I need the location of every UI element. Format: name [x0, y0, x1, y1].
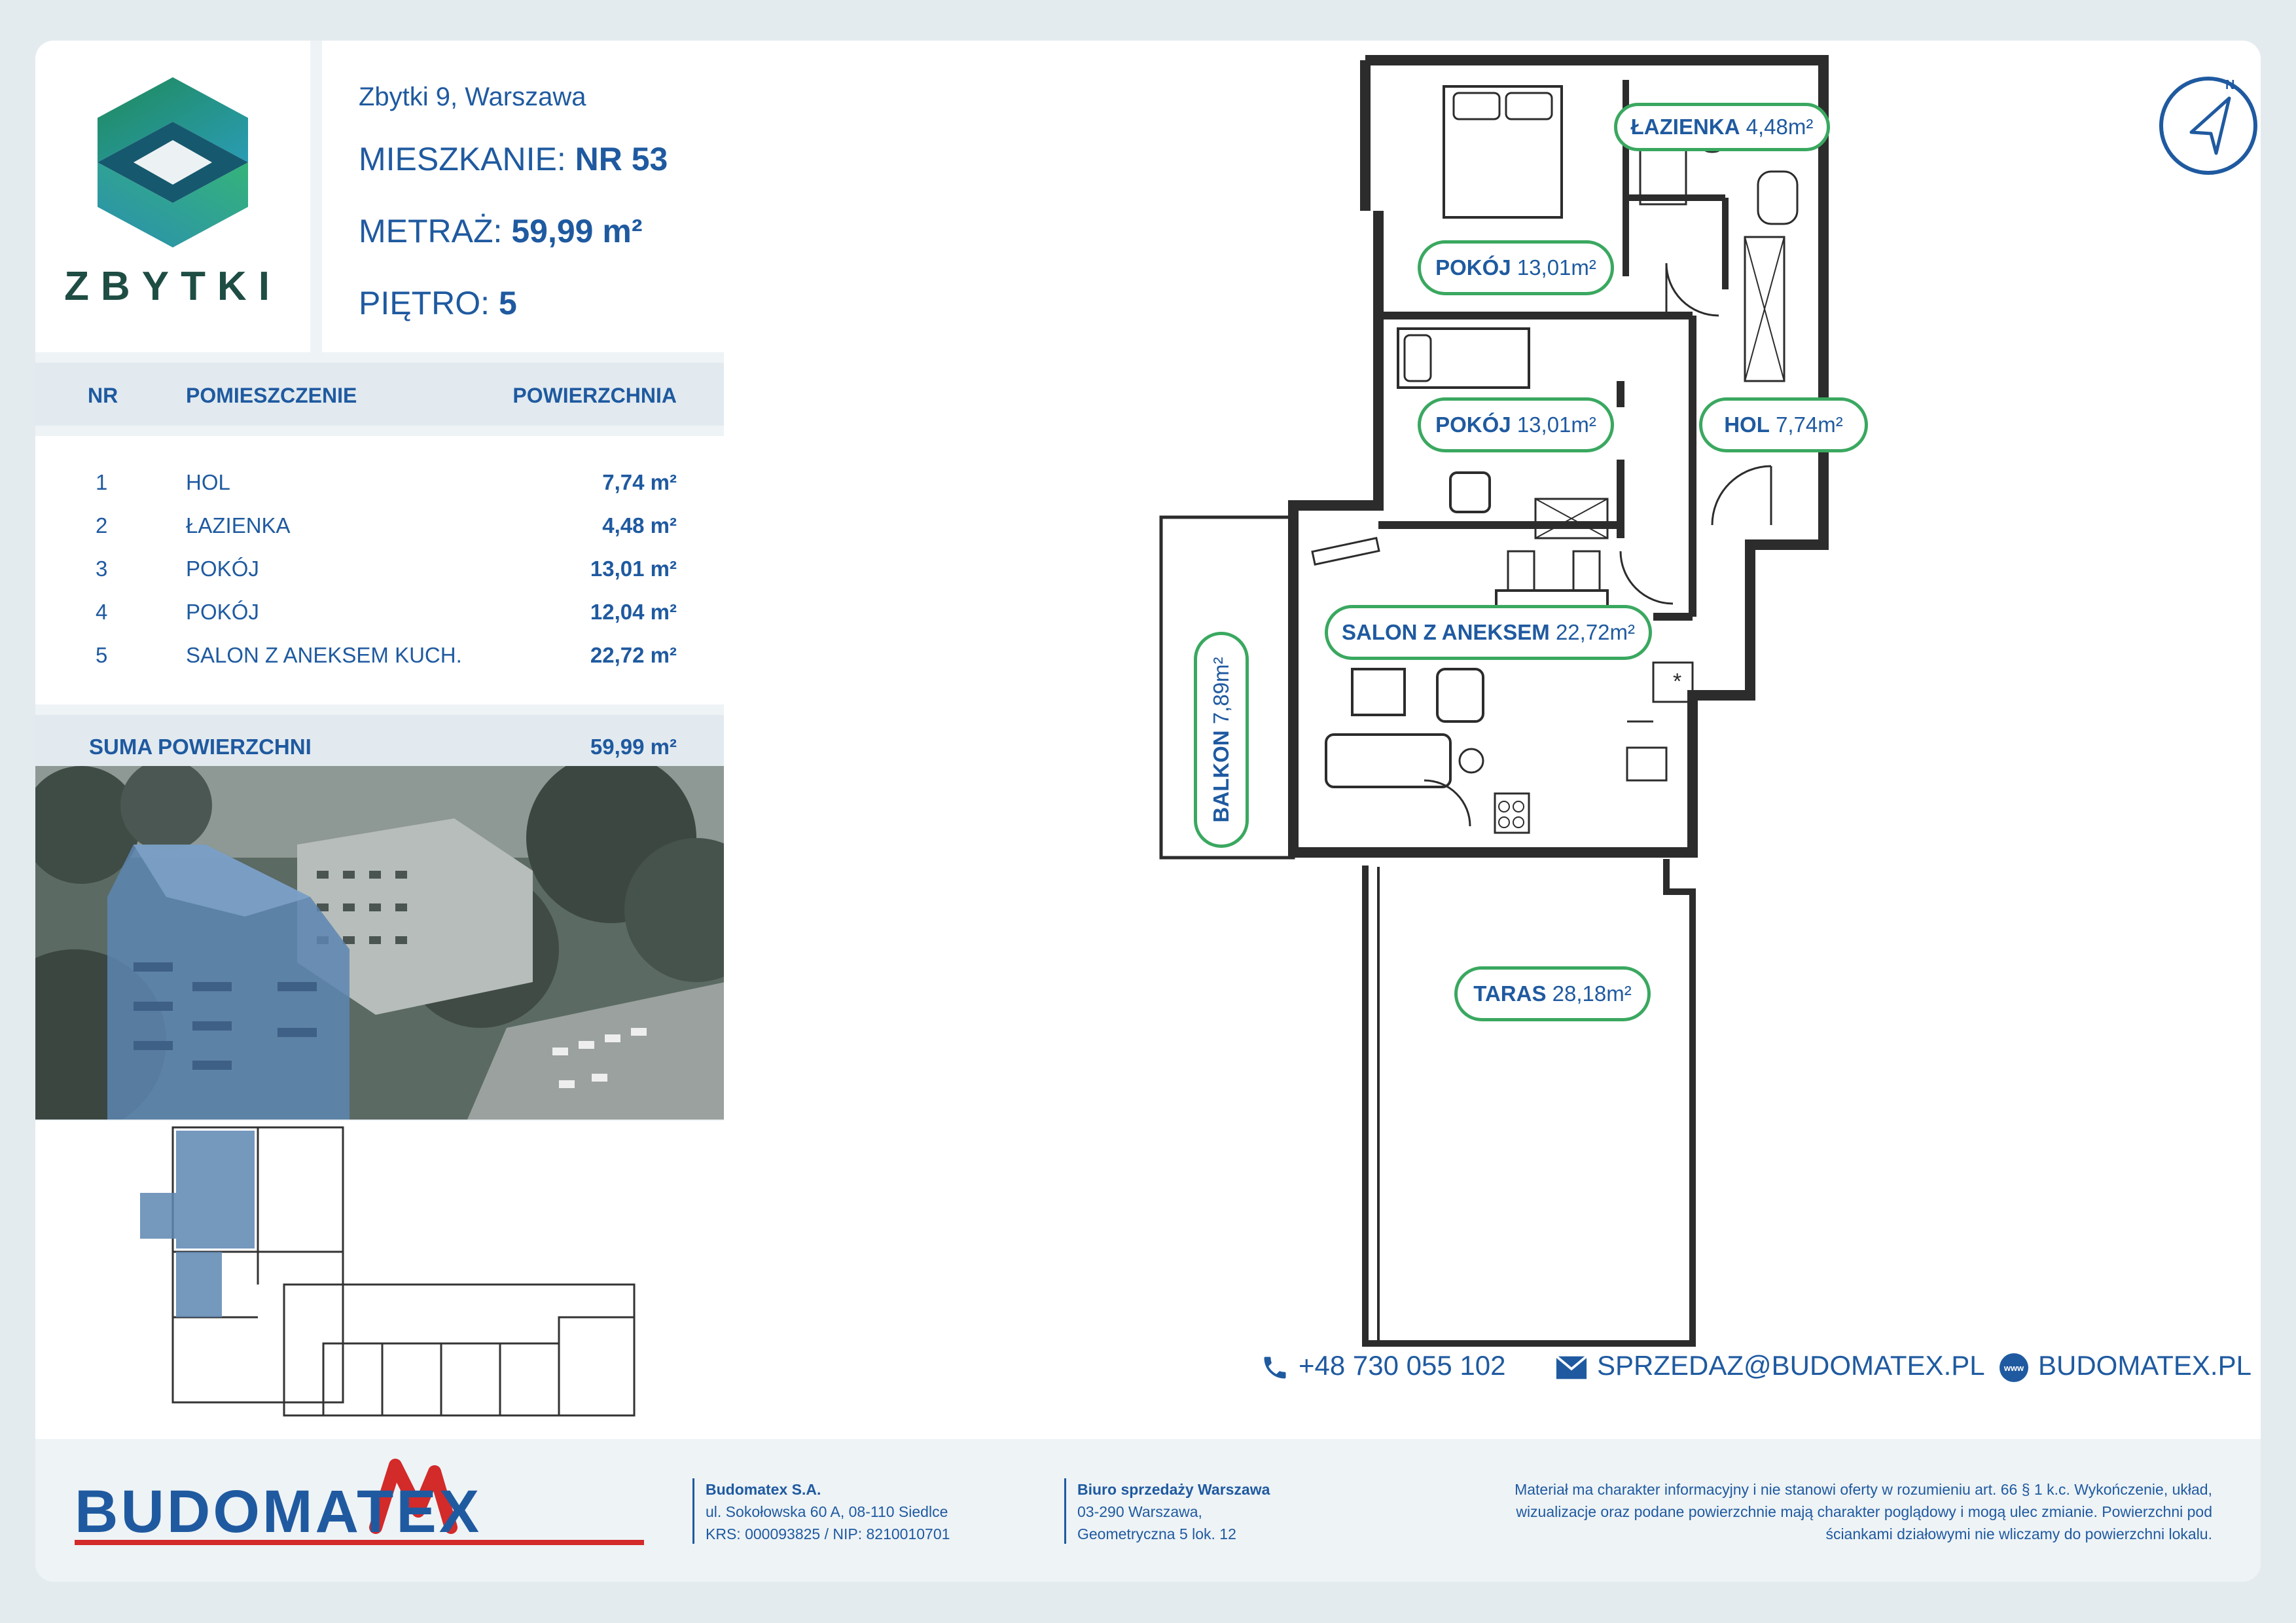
table-row: 2 ŁAZIENKA 4,48 m²	[96, 513, 677, 538]
label-lazienka: ŁAZIENKA 4,48m²	[1614, 103, 1830, 151]
svg-text:N: N	[2225, 78, 2235, 92]
header-nr: NR	[88, 384, 118, 407]
sum-value: 59,99 m²	[590, 735, 677, 759]
label-taras: TARAS 28,18m²	[1454, 966, 1651, 1021]
label-salon: SALON Z ANEKSEM 22,72m²	[1325, 605, 1652, 660]
label-pokoj-1: POKÓJ 13,01m²	[1418, 240, 1614, 295]
apartment-area: METRAŻ: 59,99 m²	[359, 213, 643, 249]
zbytki-logo	[35, 41, 310, 352]
label-hol: HOL 7,74m²	[1699, 397, 1868, 452]
label-pokoj-2: POKÓJ 13,01m²	[1418, 397, 1614, 452]
address: Zbytki 9, Warszawa	[359, 82, 586, 111]
keyplan-highlight	[176, 1131, 255, 1249]
hood-mark: *	[1673, 669, 1682, 694]
apartment-info	[322, 41, 725, 352]
footer	[35, 1439, 2261, 1582]
compass-icon	[2157, 72, 2261, 177]
zbytki-logo-text: ZBYTKI	[64, 264, 281, 309]
contact-website[interactable]: www BUDOMATEX.PL	[1999, 1350, 2251, 1383]
header-area: POWIERZCHNIA	[512, 384, 677, 407]
apartment-number: MIESZKANIE: NR 53	[359, 141, 668, 177]
key-plan	[35, 1121, 725, 1439]
table-row: 1 HOL 7,74 m²	[96, 470, 677, 494]
disclaimer: Materiał ma charakter informacyjny i nie stanowi oferty w rozumieniu art. 66 § 1 k.c. Wykończenie, układ, wizualizacje oraz podane powierzchnie mają charakter poglądowy i mogą ulec zmianie. Powierzchni pod ściankami działowymi nie wliczamy do powierzchni lokalu.	[1515, 1481, 2212, 1542]
phone-icon	[1261, 1353, 1289, 1382]
label-balkon: BALKON 7,89m²	[1194, 632, 1249, 848]
zbytki-logo-mark-icon	[94, 77, 251, 247]
sales-office-info: Biuro sprzedaży Warszawa 03-290 Warszawa, Geometryczna 5 lok. 12	[1077, 1481, 1270, 1542]
table-row: 4 POKÓJ 12,04 m²	[96, 600, 677, 624]
mail-icon	[1555, 1355, 1588, 1381]
table-row: 3 POKÓJ 13,01 m²	[96, 556, 677, 581]
svg-text:www: www	[2003, 1362, 2024, 1373]
www-icon	[1999, 1353, 2029, 1383]
apartment-floor: PIĘTRO: 5	[359, 285, 517, 321]
brochure-card	[35, 41, 2261, 1582]
contact-email[interactable]: SPRZEDAZ@BUDOMATEX.PL	[1555, 1350, 1985, 1381]
sum-label: SUMA POWIERZCHNI	[89, 735, 312, 759]
rooms-table	[35, 436, 725, 704]
contact-phone[interactable]: +48 730 055 102	[1261, 1350, 1505, 1382]
left-column	[35, 41, 725, 1439]
table-row: 5 SALON Z ANEKSEM KUCH. 22,72 m²	[96, 643, 677, 667]
floor-plan	[724, 41, 2261, 1439]
budomatex-logo	[68, 1459, 657, 1557]
svg-text:BUDOMATEX: BUDOMATEX	[75, 1478, 482, 1545]
building-photo	[35, 766, 725, 1120]
company-info: Budomatex S.A. ul. Sokołowska 60 A, 08-110 Siedlce KRS: 000093825 / NIP: 8210010701	[706, 1481, 950, 1542]
header-room: POMIESZCZENIE	[186, 384, 357, 407]
rooms-table-header	[35, 363, 725, 426]
